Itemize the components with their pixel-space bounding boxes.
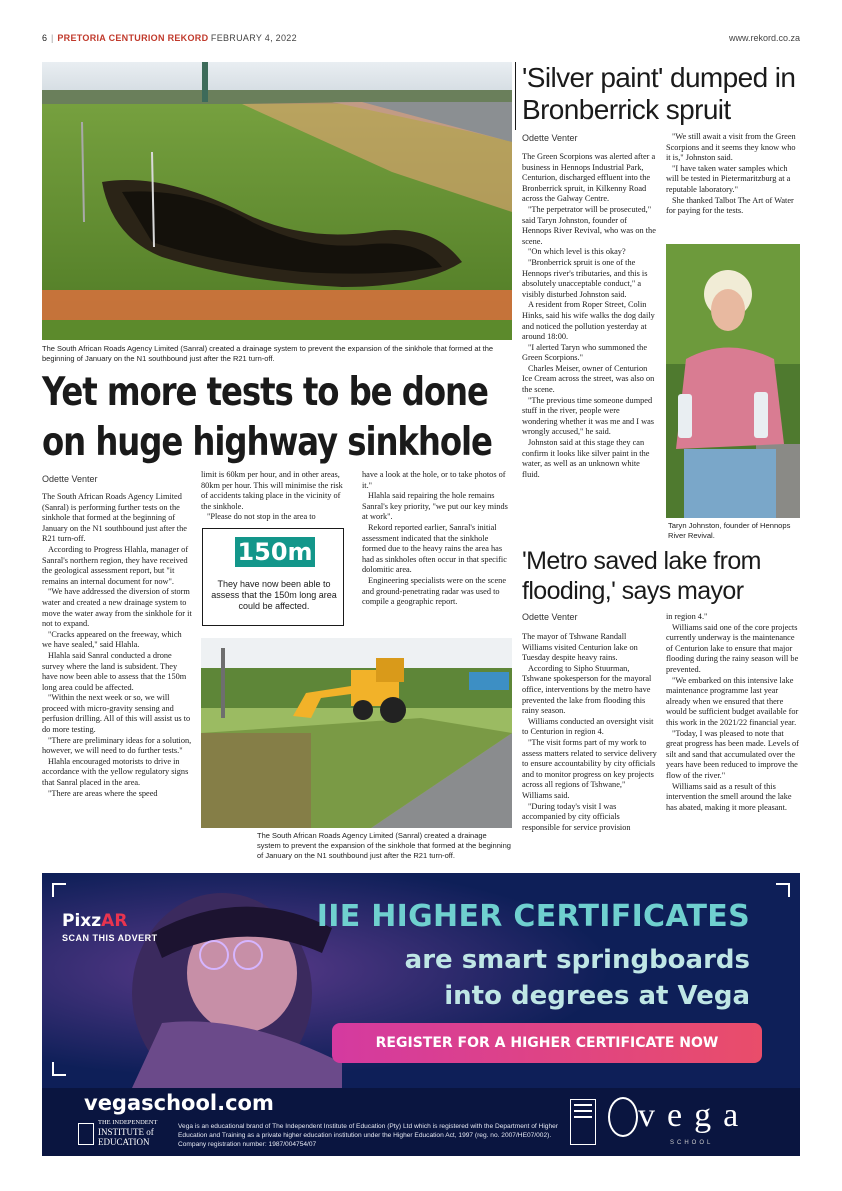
silver-story-column-2 xyxy=(666,132,800,217)
sinkhole-photo xyxy=(42,62,512,340)
ad-title-line-1: IIE HIGHER CERTIFICATES xyxy=(316,899,750,934)
digger-photo-caption: The South African Roads Agency Limited (Sanral) created a drainage system to prevent the expansion of the sinkhole that formed at the beginning of January on the N1 southbound just after the R21 turn-off. xyxy=(257,831,511,860)
paragraph: According to Sipho Stuurman, Tshwane spokesperson for the mayoral office, interventions by the metro have prevented the lake from flooding this rainy season. xyxy=(522,663,652,716)
paragraph: Williams conducted an oversight visit to Centurion in region 4. xyxy=(522,716,654,737)
metro-story-column-1 xyxy=(522,632,657,833)
paragraph: "There are areas where the speed xyxy=(48,788,158,798)
paragraph: "I have taken water samples which will be tested in Pietermaritzburg at a reputable laboratory." xyxy=(666,163,791,194)
vega-advertisement[interactable] xyxy=(42,873,800,1156)
main-headline: Yet more tests to be done on huge highway sinkhole xyxy=(42,370,492,465)
paragraph: "We embarked on this intensive lake maintenance programme last year already when we ensured that there would be sufficient budget available for this work in the 2021/22 financial year. xyxy=(666,675,799,727)
paragraph: She thanked Talbot The Art of Water for paying for the tests. xyxy=(666,195,794,216)
iie-logo xyxy=(78,1119,174,1149)
paragraph: limit is 60km per hour, and in other areas, 80km per hour. This will minimise the risk of accidents taking place in the vicinity of the sinkhole. xyxy=(201,470,343,511)
paragraph: "I alerted Taryn who summoned the Green Scorpions." xyxy=(522,342,648,363)
vega-logo: vega xyxy=(638,1097,751,1134)
metro-headline: 'Metro saved lake from flooding,' says mayor xyxy=(522,547,761,605)
digger-photo xyxy=(201,638,512,828)
paragraph: Engineering specialists were on the scene and ground-penetrating radar was used to compile a geographic report. xyxy=(362,575,507,607)
header-website[interactable]: www.rekord.co.za xyxy=(728,33,800,43)
silver-byline: Odette Venter xyxy=(522,133,578,143)
main-story-column-3 xyxy=(362,470,512,608)
ad-legal-text: Vega is an educational brand of The Independent Institute of Education (Pty) Ltd which is registered with the Department of Higher Education and Training as a private higher education institution under the Higher Education Act, 1997 (reg. no. 2007/HE07/002). Company registration number: 1987/004754/07 xyxy=(178,1123,558,1148)
paragraph: in region 4." xyxy=(666,612,708,621)
paragraph: The South African Roads Agency Limited (Sanral) is performing further tests on the sinkhole that formed at the beginning of January on the N1 southbound just after the R21 turn-off. xyxy=(42,492,187,544)
paragraph: Rekord reported earlier, Sanral's initial assessment indicated that the sinkhole formed due to the heavy rains the area has had as sinkholes often occur in that specific dolomitic area. xyxy=(362,522,507,575)
column-rule xyxy=(515,62,516,130)
issue-date: FEBRUARY 4, 2022 xyxy=(210,33,297,43)
paragraph: "Within the next week or so, we will proceed with micro-gravity sensing and perfusion drilling. All of this will assist us to do more testing. xyxy=(42,693,191,735)
paragraph: "Today, I was pleased to note that great progress has been made. Levels of silt and sand that accumulated over the years have been reduced to improve the flow of the river." xyxy=(666,728,799,780)
paragraph: Williams said as a result of this intervention the smell around the lake has abated, making it more pleasant. xyxy=(666,781,792,812)
paragraph: Williams said one of the core projects currently underway is the maintenance of Centurion lake to ensure that major flooding during the rainy season will be prevented. xyxy=(666,622,799,674)
paragraph: have a look at the hole, or to take photos of it." xyxy=(362,470,506,490)
paragraph: Hlahla said repairing the hole remains Sanral's key priority, "we put our key minds at work". xyxy=(362,491,508,522)
paragraph: "The perpetrator will be prosecuted," said Taryn Johnston, founder of Hennops River Revival, who was on the scene. xyxy=(522,204,656,246)
paragraph: "We still await a visit from the Green Scorpions and it seems they know who it is," Johnston said. xyxy=(666,132,796,163)
paragraph: "Cracks appeared on the freeway, which we have sealed," said Hlahla. xyxy=(42,629,182,650)
paragraph: According to Progress Hlahla, manager of Sanral's northern region, they have received the geological assessment report, but "it remains an internal document for now". xyxy=(42,544,189,586)
main-story-column-1 xyxy=(42,492,192,799)
paragraph: "On which level is this okay? xyxy=(528,247,626,257)
paragraph: The mayor of Tshwane Randall Williams visited Centurion lake on Tuesday despite heavy rains. xyxy=(522,632,638,663)
paragraph: Charles Meiser, owner of Centurion Ice Cream across the street, was also on the scene. xyxy=(522,363,655,395)
iie-name-line-3: EDUCATION xyxy=(98,1137,150,1147)
publication-name: PRETORIA CENTURION REKORD xyxy=(57,33,209,43)
main-byline: Odette Venter xyxy=(42,474,98,484)
paragraph: "The visit forms part of my work to assess matters related to service delivery to ensure accountability by city officials and to monitor progress on key projects across all regions of Tshwane," Williams said. xyxy=(522,737,657,800)
page-number: 6 xyxy=(42,33,48,43)
metro-byline: Odette Venter xyxy=(522,612,578,622)
iie-emblem-icon xyxy=(570,1099,596,1145)
sinkhole-photo-caption: The South African Roads Agency Limited (Sanral) created a drainage system to prevent the expansion of the sinkhole that formed at the beginning of January on the N1 southbound just after the R21 turn-off. xyxy=(42,344,494,363)
paragraph: A resident from Roper Street, Colin Hinks, said his wife walks the dog daily and noticed the pollution yesterday at around 18:00. xyxy=(522,300,655,342)
paragraph: "Please do not stop in the area to xyxy=(207,512,316,522)
ad-title-line-2: are smart springboards xyxy=(404,945,750,975)
paragraph: "There are preliminary ideas for a solution, however, we will need to do further tests." xyxy=(42,735,192,756)
pull-quote-text: They have now been able to assess that the 150m long area could be affected. xyxy=(211,579,337,611)
scan-advert-label: SCAN THIS ADVERT xyxy=(62,933,158,943)
header-left: 6 | PRETORIA CENTURION REKORD FEBRUARY 4, 2022 xyxy=(42,33,297,43)
pixzar-prefix: Pixz xyxy=(62,911,102,931)
paragraph: Hlahla encouraged motorists to drive in accordance with the yellow regulatory signs that Sanral placed in the area. xyxy=(42,756,189,788)
ad-title-line-3: into degrees at Vega xyxy=(444,981,750,1011)
main-story-column-2 xyxy=(201,470,351,523)
page-header xyxy=(42,30,800,46)
paragraph: "During today's visit I was accompanied by city officials responsible for service provision xyxy=(522,801,631,832)
pixzar-suffix: AR xyxy=(101,911,128,931)
taryn-photo-caption: Taryn Johnston, founder of Hennops River Revival. xyxy=(668,521,791,540)
paragraph: "The previous time someone dumped stuff in the river, people were wondering whether it was me and I was wrongly accused," he said. xyxy=(522,395,655,437)
iie-name-line-2: INSTITUTE of xyxy=(98,1127,154,1137)
paragraph: Johnston said at this stage they can confirm it looks like silver paint in the water, as well as an unknown white fluid. xyxy=(522,438,650,479)
metro-story-column-2 xyxy=(666,612,800,813)
pull-quote-number: 150m xyxy=(235,537,315,567)
silver-paint-headline: 'Silver paint' dumped in Bronberrick spruit xyxy=(522,62,796,125)
register-button[interactable]: REGISTER FOR A HIGHER CERTIFICATE NOW xyxy=(332,1023,762,1063)
iie-name-line-1: THE INDEPENDENT xyxy=(98,1119,158,1126)
pull-quote-box xyxy=(202,528,344,626)
vega-school-label: SCHOOL xyxy=(670,1140,714,1146)
taryn-johnston-photo xyxy=(666,244,800,518)
paragraph: "Bronberrick spruit is one of the Hennops river's tributaries, and this is absolutely unacceptable conduct," a visibly disturbed Johnston said. xyxy=(522,257,648,299)
silver-story-column-1 xyxy=(522,152,657,480)
paragraph: The Green Scorpions was alerted after a business in Hennops Industrial Park, Centurion, discharged effluent into the Bronberrick spruit, in Kilkenny Road across the Galway Centre. xyxy=(522,152,656,204)
vega-website-link[interactable]: vegaschool.com xyxy=(84,1091,274,1115)
iie-crest-icon xyxy=(78,1123,94,1145)
paragraph: Hlahla said Sanral conducted a drone survey where the land is subsident. They have now been able to assess that the 150m long area could be affected. xyxy=(42,650,187,692)
vega-v-icon xyxy=(608,1097,638,1137)
paragraph: "We have addressed the diversion of storm water and created a new drainage system to move the water away from the sinkhole for it not to expand. xyxy=(42,587,192,629)
